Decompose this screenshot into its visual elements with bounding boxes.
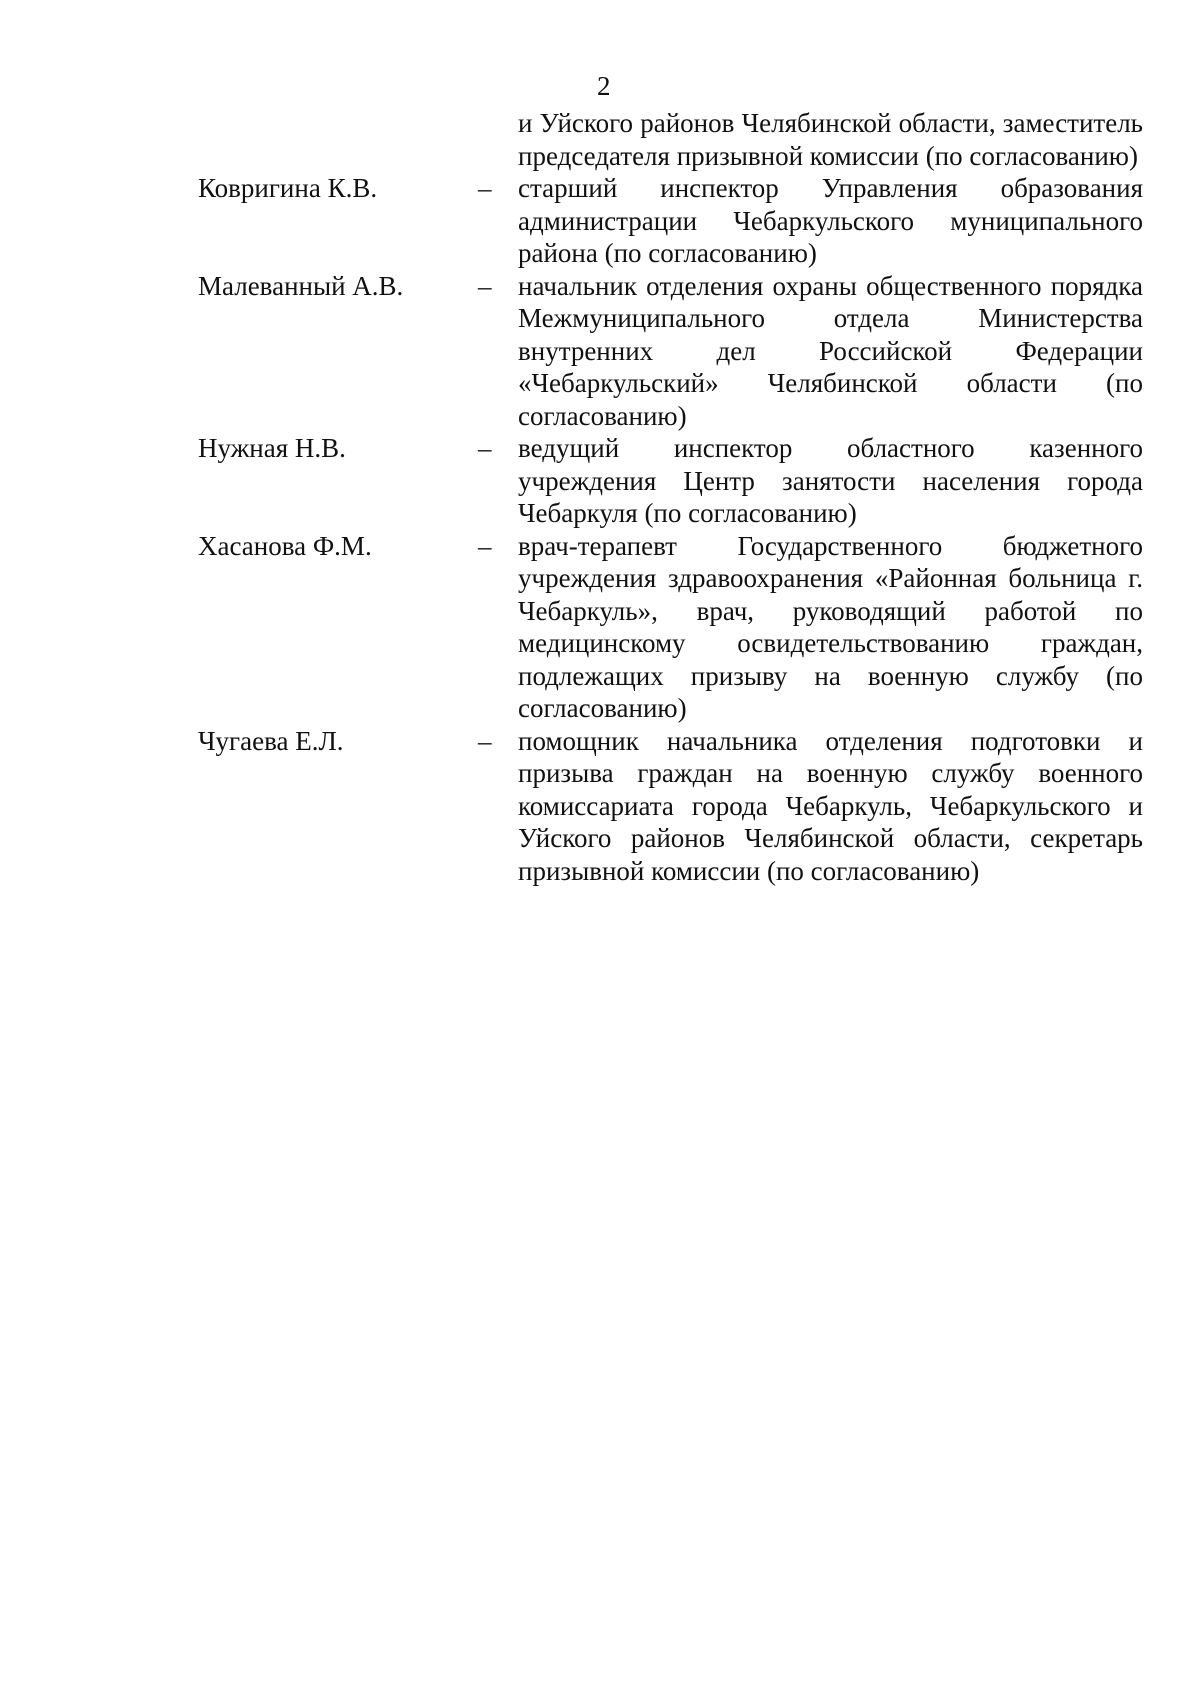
member-description: врач-терапевт Государственного бюджетного учреждения здравоохранения «Районная больница г. Чебаркуль», врач, руководящий работой по медицинскому освидетельствованию граждан, подлежащих призыву на военную службу (по согласованию) <box>518 530 1143 723</box>
member-description: помощник начальника отделения подготовки и призыва граждан на военную службу военного комиссариата города Чебаркуль, Чебаркульского и Уйского районов Челябинской области, секретарь призывной комиссии (по согласованию) <box>518 725 1143 886</box>
member-row <box>198 432 1148 530</box>
commission-members-list <box>198 107 1148 887</box>
member-description: начальник отделения охраны общественного порядка Межмуниципального отдела Министерства внутренних дел Российской Федерации «Чебаркульский» Челябинской области (по согласованию) <box>518 270 1143 431</box>
member-name: Нужная Н.В. <box>198 433 346 463</box>
dash-separator: – <box>478 725 492 756</box>
page-number: 2 <box>597 71 611 101</box>
dash-separator: – <box>478 270 492 301</box>
dash-separator: – <box>478 433 492 463</box>
continuation-row <box>198 107 1148 172</box>
dash-separator: – <box>478 530 492 561</box>
member-name: Хасанова Ф.М. <box>198 530 372 561</box>
member-row <box>198 725 1148 888</box>
member-row <box>198 530 1148 725</box>
member-name: Ковригина К.В. <box>198 173 378 203</box>
member-row <box>198 172 1148 270</box>
member-name: Малеванный А.В. <box>198 270 404 301</box>
member-description: старший инспектор Управления образования администрации Чебаркульского муниципального района (по согласованию) <box>518 173 1143 268</box>
member-name: Чугаева Е.Л. <box>198 725 344 756</box>
continuation-description: и Уйского районов Челябинской области, заместитель председателя призывной комиссии (по согласованию) <box>518 108 1143 171</box>
dash-separator: – <box>478 173 492 203</box>
member-row <box>198 270 1148 433</box>
member-description: ведущий инспектор областного казенного учреждения Центр занятости населения города Чебаркуля (по согласованию) <box>518 433 1143 528</box>
